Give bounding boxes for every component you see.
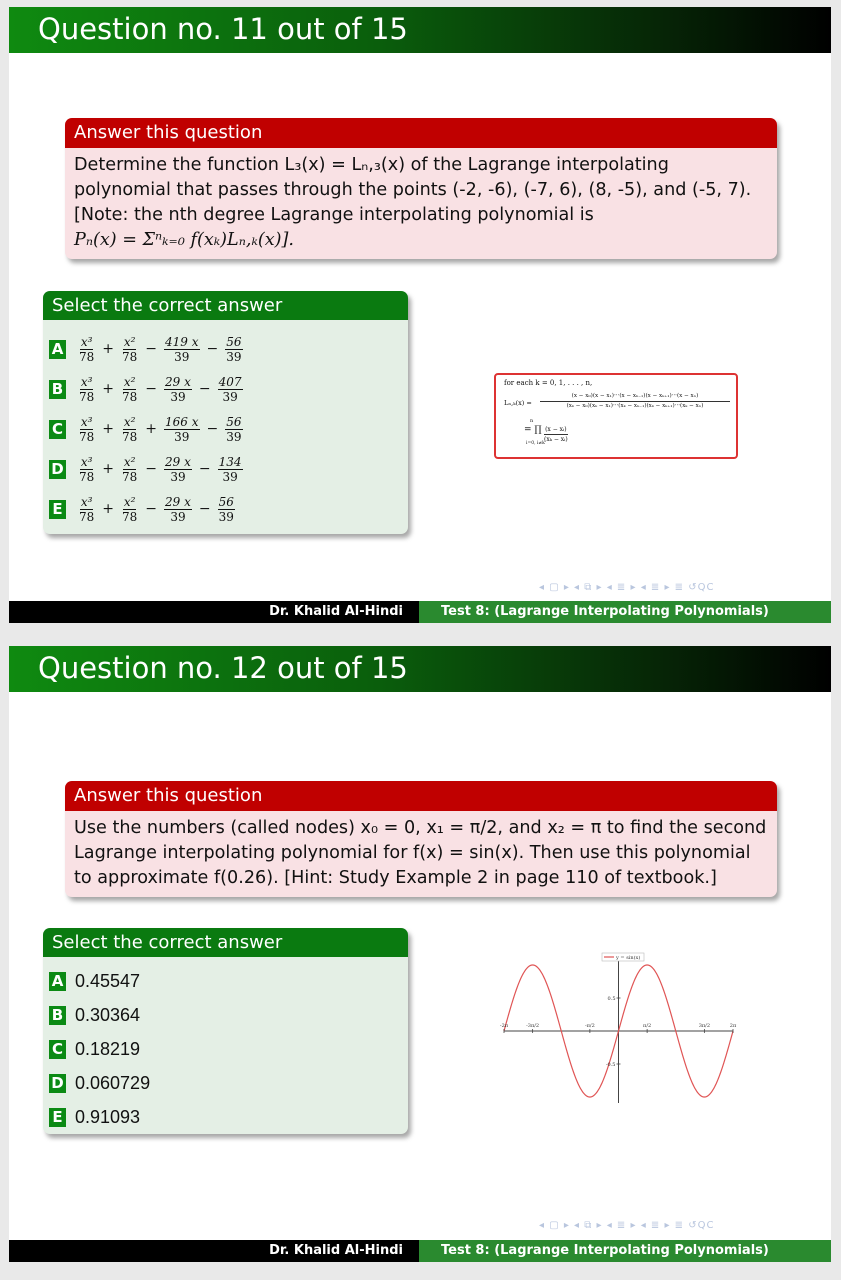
option-letter: C [49, 1040, 66, 1059]
answer-box [43, 291, 408, 534]
x-tick-label: 3π/2 [698, 1023, 711, 1029]
option-value: 0.18219 [75, 1038, 141, 1059]
fraction [164, 375, 192, 404]
answer-option-d[interactable] [49, 454, 246, 484]
fraction [164, 335, 200, 364]
option-letter: B [49, 380, 66, 399]
option-value: 0.45547 [75, 970, 141, 991]
question-line: Lagrange interpolating polynomial for f(x) = sin(x). Then use this polynomial [74, 843, 751, 863]
title-bar [9, 7, 831, 53]
option-value: 0.060729 [75, 1072, 151, 1093]
footer-author: Dr. Khalid Al-Hindi [269, 1243, 403, 1258]
operator: − [145, 461, 158, 477]
question-header: Answer this question [65, 781, 777, 811]
operator: + [145, 421, 158, 437]
fraction-denominator: 39 [170, 389, 186, 404]
fraction [164, 455, 192, 484]
option-letter: B [49, 1006, 66, 1025]
x-tick-label: -2π [499, 1023, 509, 1029]
answer-option-e[interactable] [49, 494, 238, 524]
fraction-numerator: 29 x [165, 374, 191, 389]
fraction-denominator: 39 [218, 509, 234, 524]
fraction-numerator: x³ [80, 414, 93, 429]
fraction-denominator: 78 [122, 349, 138, 364]
title-bar [9, 646, 831, 692]
fraction-denominator: 39 [226, 429, 242, 444]
footer-test-title: Test 8: (Lagrange Interpolating Polynomials) [441, 604, 769, 619]
slide-question-12 [9, 646, 831, 1262]
y-tick-label: -0.5 [605, 1062, 616, 1068]
product-denominator: (xₖ − xᵢ) [544, 436, 568, 443]
fraction-numerator: x³ [80, 334, 93, 349]
question-box [65, 118, 777, 259]
operator: − [198, 381, 211, 397]
question-text [65, 148, 777, 259]
option-letter: D [49, 460, 66, 479]
product-numerator: (x − xᵢ) [545, 426, 567, 433]
fraction-denominator: 78 [79, 349, 95, 364]
fraction-denominator: 39 [226, 349, 242, 364]
fraction [164, 495, 192, 524]
footer [9, 601, 831, 623]
answer-option-b[interactable] [49, 1004, 140, 1026]
option-letter: C [49, 420, 66, 439]
operator: − [145, 501, 158, 517]
operator: − [145, 341, 158, 357]
fraction-numerator: 56 [226, 334, 242, 349]
x-tick-label: 2π [729, 1023, 737, 1029]
fraction [218, 495, 235, 524]
question-text [65, 811, 777, 897]
fraction [164, 415, 200, 444]
fraction-numerator: x² [123, 374, 136, 389]
answer-option-c[interactable] [49, 1038, 140, 1060]
fraction-numerator: x³ [80, 454, 93, 469]
formula-lhs: Lₙ,ₖ(x) = [504, 399, 532, 407]
operator: + [102, 421, 115, 437]
footer-test-title: Test 8: (Lagrange Interpolating Polynomials) [441, 1243, 769, 1258]
fraction-numerator: 29 x [165, 494, 191, 509]
fraction-numerator: x³ [80, 494, 93, 509]
option-value: 0.91093 [75, 1106, 141, 1127]
formula-denominator: (xₖ − x₀)(xₖ − x₁)···(xₖ − xₖ₋₁)(xₖ − xₖ₊₁)···(xₖ − xₙ) [566, 403, 704, 409]
answer-option-c[interactable] [49, 414, 246, 444]
operator: − [145, 381, 158, 397]
question-line: [Note: the nth degree Lagrange interpolating polynomial is [74, 205, 594, 225]
question-line: polynomial that passes through the points (-2, -6), (-7, 6), (8, -5), and (-5, 7). [74, 180, 752, 200]
fraction-denominator: 78 [79, 389, 95, 404]
sine-chart [494, 951, 739, 1111]
slide-title: Question no. 12 out of 15 [38, 651, 408, 685]
answer-option-e[interactable] [49, 1106, 140, 1128]
fraction-numerator: 56 [218, 494, 234, 509]
fraction [78, 495, 95, 524]
operator: − [206, 341, 219, 357]
option-expression [75, 455, 246, 484]
product-lower-limit: i=0, i≠k [526, 441, 545, 446]
fraction [121, 415, 138, 444]
fraction-numerator: x³ [80, 374, 93, 389]
question-line: Use the numbers (called nodes) x₀ = 0, x₁ = π/2, and x₂ = π to find the second [74, 818, 767, 838]
fraction-numerator: x² [123, 334, 136, 349]
product-symbol: = ∏ [524, 425, 542, 435]
legend-label: y = sin(x) [616, 955, 641, 961]
answer-option-a[interactable] [49, 970, 140, 992]
footer [9, 1240, 831, 1262]
beamer-nav-controls[interactable]: ◂ ▢ ▸ ◂ ⧉ ▸ ◂ ≣ ▸ ◂ ≣ ▸ ≣ ↺QC [539, 582, 715, 593]
formula-fraction [540, 392, 730, 411]
fraction-numerator: x² [123, 494, 136, 509]
option-expression [75, 495, 238, 524]
operator: − [198, 461, 211, 477]
fraction [78, 415, 95, 444]
fraction [121, 495, 138, 524]
x-tick-label: -3π/2 [526, 1023, 540, 1029]
fraction [218, 455, 243, 484]
answer-option-b[interactable] [49, 374, 246, 404]
fraction [121, 375, 138, 404]
question-line: Pₙ(x) = Σⁿₖ₌₀ f(xₖ)Lₙ,ₖ(x)]. [74, 230, 294, 250]
fraction [225, 415, 242, 444]
fraction-denominator: 78 [122, 509, 138, 524]
operator: − [198, 501, 211, 517]
beamer-nav-controls[interactable]: ◂ ▢ ▸ ◂ ⧉ ▸ ◂ ≣ ▸ ◂ ≣ ▸ ≣ ↺QC [539, 1220, 715, 1231]
question-line: Determine the function L₃(x) = Lₙ,₃(x) of the Lagrange interpolating [74, 155, 669, 175]
fraction-denominator: 78 [122, 469, 138, 484]
fraction [78, 335, 95, 364]
fraction-numerator: 134 [218, 454, 242, 469]
answer-box [43, 928, 408, 1134]
fraction-denominator: 78 [122, 429, 138, 444]
question-box [65, 781, 777, 897]
option-letter: E [49, 500, 66, 519]
fraction [121, 335, 138, 364]
operator: + [102, 341, 115, 357]
fraction-numerator: 29 x [165, 454, 191, 469]
fraction-numerator: 166 x [165, 414, 199, 429]
fraction-numerator: 56 [226, 414, 242, 429]
option-letter: A [49, 972, 66, 991]
question-header: Answer this question [65, 118, 777, 148]
fraction [218, 375, 243, 404]
slide-question-11 [9, 7, 831, 623]
y-tick-label: 0.5 [607, 996, 616, 1002]
product-fraction [544, 425, 568, 444]
option-expression [75, 375, 246, 404]
formula-line1: for each k = 0, 1, . . . , n, [504, 379, 593, 387]
operator: + [102, 461, 115, 477]
fraction-denominator: 78 [79, 429, 95, 444]
x-tick-label: -π/2 [584, 1023, 595, 1029]
lagrange-formula-box [494, 373, 738, 459]
footer-author: Dr. Khalid Al-Hindi [269, 604, 403, 619]
fraction-denominator: 39 [174, 349, 190, 364]
operator: + [102, 501, 115, 517]
answer-option-d[interactable] [49, 1072, 150, 1094]
answer-header: Select the correct answer [43, 291, 408, 320]
fraction [121, 455, 138, 484]
option-letter: A [49, 340, 66, 359]
x-tick-label: π/2 [643, 1023, 652, 1029]
fraction-denominator: 39 [222, 389, 238, 404]
answer-header: Select the correct answer [43, 928, 408, 957]
fraction-denominator: 39 [222, 469, 238, 484]
fraction-numerator: 407 [218, 374, 242, 389]
option-letter: E [49, 1108, 66, 1127]
option-letter: D [49, 1074, 66, 1093]
formula-numerator: (x − x₀)(x − x₁)···(x − xₖ₋₁)(x − xₖ₊₁)···(x − xₙ) [540, 392, 730, 402]
slide-title: Question no. 11 out of 15 [38, 12, 408, 46]
fraction-denominator: 78 [79, 469, 95, 484]
fraction-denominator: 39 [170, 509, 186, 524]
fraction [78, 375, 95, 404]
fraction-denominator: 39 [170, 469, 186, 484]
fraction [78, 455, 95, 484]
question-line: to approximate f(0.26). [Hint: Study Example 2 in page 110 of textbook.] [74, 868, 717, 888]
fraction-denominator: 78 [79, 509, 95, 524]
answer-option-a[interactable] [49, 334, 246, 364]
operator: − [206, 421, 219, 437]
fraction-denominator: 78 [122, 389, 138, 404]
product-upper-limit: n [530, 418, 534, 424]
fraction-numerator: 419 x [165, 334, 199, 349]
operator: + [102, 381, 115, 397]
option-expression [75, 335, 246, 364]
fraction-denominator: 39 [174, 429, 190, 444]
option-value: 0.30364 [75, 1004, 141, 1025]
fraction [225, 335, 242, 364]
fraction-numerator: x² [123, 414, 136, 429]
option-expression [75, 415, 246, 444]
fraction-numerator: x² [123, 454, 136, 469]
